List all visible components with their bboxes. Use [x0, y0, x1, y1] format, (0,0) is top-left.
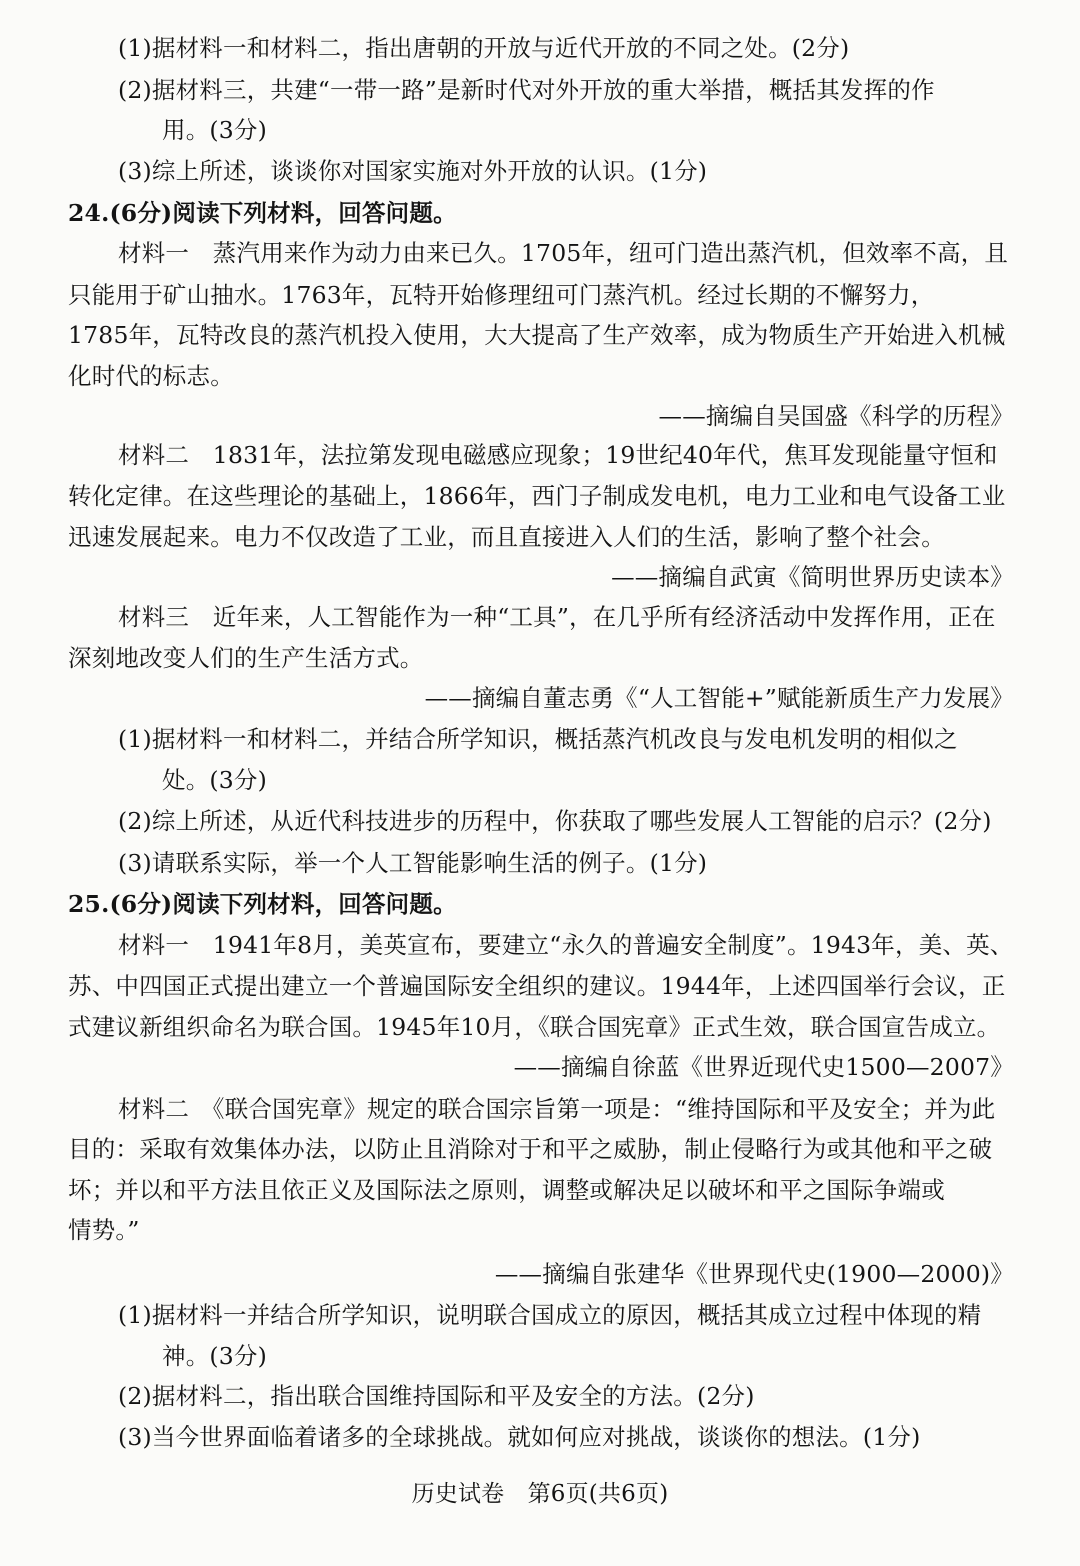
- q24-material1-line: 化时代的标志。: [68, 362, 234, 390]
- q24-material1-line: 材料一 蒸汽用来作为动力由来已久。1705年，纽可门造出蒸汽机，但效率不高，且: [118, 239, 1009, 267]
- q24-source1: ——摘编自吴国盛《科学的历程》: [658, 402, 1014, 430]
- q24-material1-line: 1785年，瓦特改良的蒸汽机投入使用，大大提高了生产效率，成为物质生产开始进入机械: [68, 321, 1006, 349]
- page-footer: 历史试卷 第6页(共6页): [411, 1481, 669, 1507]
- q25-sub2: (2)据材料二，指出联合国维持国际和平及安全的方法。(2分): [118, 1382, 755, 1410]
- q25-material1-line: 苏、中四国正式提出建立一个普遍国际安全组织的建议。1944年，上述四国举行会议，正: [68, 972, 1006, 1000]
- q25-source1: ——摘编自徐蓝《世界近现代史1500—2007》: [513, 1053, 1014, 1081]
- q25-material1-line: 材料一 1941年8月，美英宣布，要建立“永久的普遍安全制度”。1943年，美、英、: [118, 931, 1014, 959]
- q25-material2-line: 目的：采取有效集体办法，以防止且消除对于和平之威胁，制止侵略行为或其他和平之破: [68, 1135, 993, 1163]
- q25-material2-line: 情势。”: [68, 1216, 140, 1244]
- q23-sub1: (1)据材料一和材料二，指出唐朝的开放与近代开放的不同之处。(2分): [118, 34, 850, 62]
- q24-material3-line: 材料三 近年来，人工智能作为一种“工具”，在几乎所有经济活动中发挥作用，正在: [118, 603, 996, 631]
- q24-material2-line: 迅速发展起来。电力不仅改造了工业，而且直接进入人们的生活，影响了整个社会。: [68, 523, 945, 551]
- q24-material2-line: 转化定律。在这些理论的基础上，1866年，西门子制成发电机，电力工业和电气设备工业: [68, 482, 1006, 510]
- q25-sub1-line2: 神。(3分): [162, 1342, 267, 1370]
- q25-material1-line: 式建议新组织命名为联合国。1945年10月，《联合国宪章》正式生效，联合国宣告成立。: [68, 1013, 1001, 1041]
- q25-source2: ——摘编自张建华《世界现代史(1900—2000)》: [494, 1260, 1014, 1288]
- q25-sub1-line1: (1)据材料一并结合所学知识，说明联合国成立的原因，概括其成立过程中体现的精: [118, 1301, 982, 1329]
- q24-sub1-line1: (1)据材料一和材料二，并结合所学知识，概括蒸汽机改良与发电机发明的相似之: [118, 725, 958, 753]
- q25-material2-line: 材料二 《联合国宪章》规定的联合国宗旨第一项是：“维持国际和平及安全；并为此: [118, 1095, 996, 1123]
- q25-sub3: (3)当今世界面临着诸多的全球挑战。就如何应对挑战，谈谈你的想法。(1分): [118, 1423, 921, 1451]
- q24-material3-line: 深刻地改变人们的生产生活方式。: [68, 644, 424, 672]
- q24-source2: ——摘编自武寅《简明世界历史读本》: [611, 563, 1014, 591]
- q23-sub3: (3)综上所述，谈谈你对国家实施对外开放的认识。(1分): [118, 157, 708, 185]
- q24-sub2: (2)综上所述，从近代科技进步的历程中，你获取了哪些发展人工智能的启示？(2分): [118, 807, 992, 835]
- q25-material2-line: 坏；并以和平方法且依正义及国际法之原则，调整或解决足以破坏和平之国际争端或: [68, 1176, 945, 1204]
- q24-header: 24.(6分)阅读下列材料，回答问题。: [68, 199, 457, 227]
- q25-header: 25.(6分)阅读下列材料，回答问题。: [68, 890, 457, 918]
- q24-material2-line: 材料二 1831年，法拉第发现电磁感应现象；19世纪40年代，焦耳发现能量守恒和: [118, 441, 998, 469]
- q24-sub1-line2: 处。(3分): [162, 766, 267, 794]
- q23-sub2-line1: (2)据材料三，共建“一带一路”是新时代对外开放的重大举措，概括其发挥的作: [118, 76, 935, 104]
- q24-sub3: (3)请联系实际，举一个人工智能影响生活的例子。(1分): [118, 849, 708, 877]
- q24-material1-line: 只能用于矿山抽水。1763年，瓦特开始修理纽可门蒸汽机。经过长期的不懈努力，: [68, 281, 935, 309]
- q23-sub2-line2: 用。(3分): [162, 116, 267, 144]
- q24-source3: ——摘编自董志勇《“人工智能+”赋能新质生产力发展》: [424, 684, 1014, 712]
